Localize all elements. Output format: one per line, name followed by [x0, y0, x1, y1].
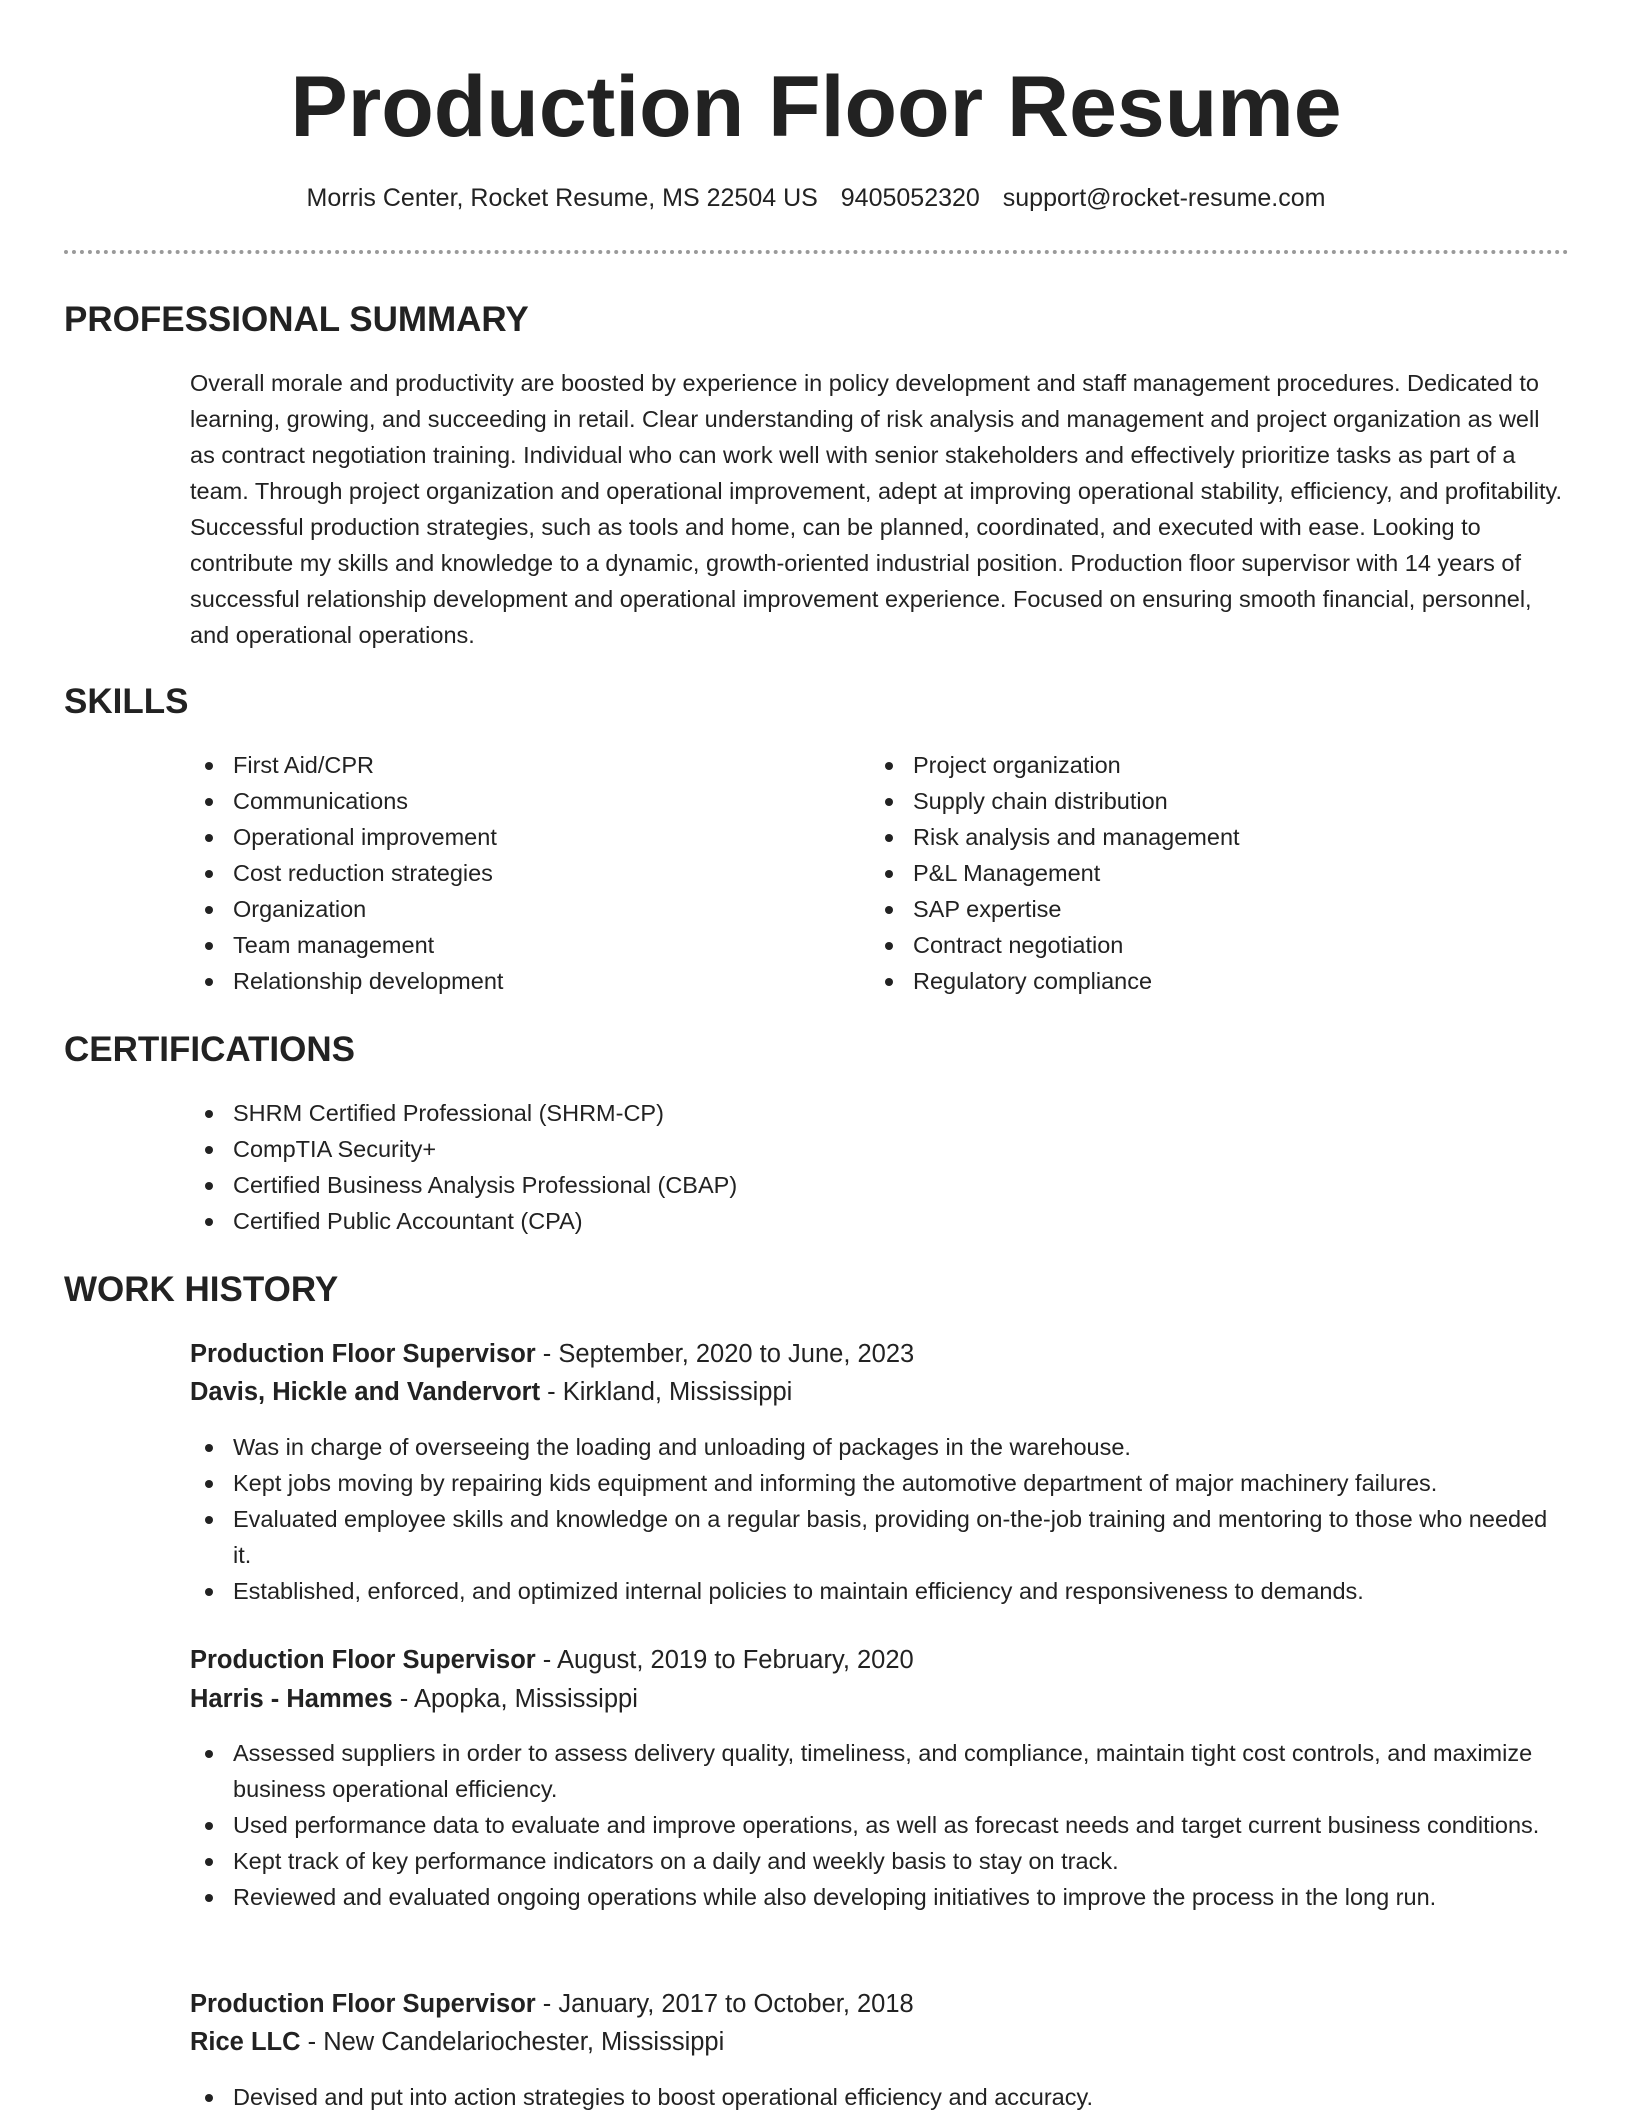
skill-item: Relationship development — [190, 963, 850, 999]
separator: - — [535, 1990, 559, 2018]
skill-item: Risk analysis and management — [870, 819, 1570, 855]
certification-item: Certified Public Accountant (CPA) — [190, 1203, 1570, 1239]
job-bullet: Used performance data to evaluate and improve operations, as well as forecast needs and target current business conditions. — [190, 1807, 1570, 1843]
job-bullet: Reviewed and evaluated ongoing operations while also developing initiatives to improve the process in the long run. — [190, 1879, 1570, 1915]
job-title-line — [190, 1335, 914, 1373]
job-bullet: Devised and put into action strategies to boost operational efficiency and accuracy. — [190, 2079, 1570, 2112]
separator: - — [540, 1378, 563, 1406]
job-bullets — [190, 2079, 1570, 2112]
job-title: Production Floor Supervisor — [190, 1646, 536, 1674]
skill-item: Organization — [190, 891, 850, 927]
skill-item: Supply chain distribution — [870, 783, 1570, 819]
skill-item: Regulatory compliance — [870, 963, 1570, 999]
certifications-heading: CERTIFICATIONS — [64, 1030, 356, 1069]
job-company-line — [190, 2023, 724, 2061]
skill-item: Operational improvement — [190, 819, 850, 855]
contact-phone: 9405052320 — [840, 184, 980, 212]
job-location: New Candelariochester, Mississippi — [323, 2028, 725, 2056]
job-company: Harris - Hammes — [190, 1685, 393, 1713]
separator: - — [392, 1685, 414, 1713]
job-dates: September, 2020 to June, 2023 — [558, 1340, 915, 1368]
skills-list-right — [870, 747, 1570, 999]
skill-item: Project organization — [870, 747, 1570, 783]
job-company-line — [190, 1680, 638, 1718]
resume-title: Production Floor Resume — [290, 59, 1342, 155]
job-bullet: Was in charge of overseeing the loading and unloading of packages in the warehouse. — [190, 1429, 1570, 1465]
skill-item: P&L Management — [870, 855, 1570, 891]
job-company-line — [190, 1373, 792, 1411]
contact-address: Morris Center, Rocket Resume, MS 22504 US — [306, 184, 818, 212]
job-location: Kirkland, Mississippi — [562, 1378, 793, 1406]
job-bullet: Kept track of key performance indicators on a daily and weekly basis to stay on track. — [190, 1843, 1570, 1879]
separator: - — [535, 1340, 559, 1368]
contact-email: support@rocket-resume.com — [1002, 184, 1326, 212]
certification-item: SHRM Certified Professional (SHRM-CP) — [190, 1095, 1570, 1131]
job-company: Rice LLC — [190, 2028, 301, 2056]
contact-line — [0, 180, 1632, 216]
skill-item: Contract negotiation — [870, 927, 1570, 963]
job-title: Production Floor Supervisor — [190, 1990, 536, 2018]
summary-heading: PROFESSIONAL SUMMARY — [64, 300, 529, 339]
job-title-line — [190, 1641, 914, 1679]
work-history-heading: WORK HISTORY — [64, 1270, 339, 1309]
job-company: Davis, Hickle and Vandervort — [190, 1378, 541, 1406]
certification-item: Certified Business Analysis Professional (CBAP) — [190, 1167, 1570, 1203]
skill-item: Communications — [190, 783, 850, 819]
separator: - — [300, 2028, 324, 2056]
job-bullet: Kept jobs moving by repairing kids equipment and informing the automotive department of major machinery failures. — [190, 1465, 1570, 1501]
job-bullet: Established, enforced, and optimized internal policies to maintain efficiency and responsiveness to demands. — [190, 1573, 1570, 1609]
job-dates: August, 2019 to February, 2020 — [556, 1646, 914, 1674]
skill-item: SAP expertise — [870, 891, 1570, 927]
skills-list-left — [190, 747, 850, 999]
job-title-line — [190, 1985, 914, 2023]
job-bullets — [190, 1735, 1570, 1915]
separator: - — [535, 1646, 557, 1674]
job-bullet: Evaluated employee skills and knowledge on a regular basis, providing on-the-job training and mentoring to those who needed it. — [190, 1501, 1570, 1573]
job-location: Apopka, Mississippi — [413, 1685, 638, 1713]
skill-item: Cost reduction strategies — [190, 855, 850, 891]
skill-item: First Aid/CPR — [190, 747, 850, 783]
job-dates: January, 2017 to October, 2018 — [558, 1990, 914, 2018]
skills-heading: SKILLS — [64, 682, 189, 721]
job-bullet: Assessed suppliers in order to assess delivery quality, timeliness, and compliance, maintain tight cost controls, and maximize business operational efficiency. — [190, 1735, 1570, 1807]
certifications-list — [190, 1095, 1570, 1239]
certification-item: CompTIA Security+ — [190, 1131, 1570, 1167]
job-bullets — [190, 1429, 1570, 1609]
summary-text: Overall morale and productivity are boosted by experience in policy development and staff management procedures. Dedicated to learning, growing, and succeeding in retail. Clear understanding of risk analysis and management and project organization as well as contract negotiation training. Individual who can work well with senior stakeholders and effectively prioritize tasks as part of a team. Through project organization and operational improvement, adept at improving operational stability, efficiency, and profitability. Successful production strategies, such as tools and home, can be planned, coordinated, and executed with ease. Looking to contribute my skills and knowledge to a dynamic, growth-oriented industrial position. Production floor supervisor with 14 years of successful relationship development and operational improvement experience. Focused on ensuring smooth financial, personnel, and operational operations. — [190, 370, 1563, 648]
job-title: Production Floor Supervisor — [190, 1340, 536, 1368]
header-divider — [64, 250, 1569, 254]
skill-item: Team management — [190, 927, 850, 963]
